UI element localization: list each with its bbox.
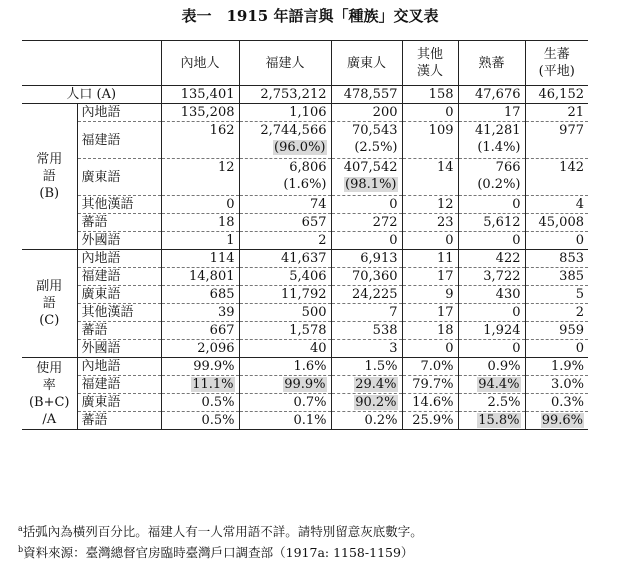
table-cell: 18 [402, 322, 458, 340]
row-label: 福建語 [77, 122, 161, 159]
table-cell: 1 [161, 232, 239, 250]
table-cell: 478,557 [331, 86, 402, 104]
table-cell: 41,637 [239, 250, 331, 268]
highlight-pct: 99.9% [284, 377, 326, 392]
table-row [22, 250, 588, 268]
row-label: 內地語 [77, 104, 161, 122]
table-cell: 1.6% [239, 358, 331, 376]
population-row [22, 86, 588, 104]
col-header-shufan: 熟蕃 [458, 41, 525, 86]
table-cell: 0 [402, 232, 458, 250]
table-cell [331, 394, 402, 412]
table-cell: 6,913 [331, 250, 402, 268]
table-cell: 853 [525, 250, 588, 268]
table-cell: 0 [161, 196, 239, 214]
table-cell: 158 [402, 86, 458, 104]
table-cell: 2,753,212 [239, 86, 331, 104]
table-cell: 2.5% [458, 394, 525, 412]
table-row [22, 196, 588, 214]
table-cell: 21 [525, 104, 588, 122]
table-row [22, 322, 588, 340]
table-cell [239, 376, 331, 394]
table-cell: 0.5% [161, 394, 239, 412]
row-label: 廣東語 [77, 394, 161, 412]
table-row [22, 122, 588, 159]
table-cell: 109 [402, 122, 458, 159]
table-cell: 74 [239, 196, 331, 214]
table-cell: 12 [402, 196, 458, 214]
table-cell: 5 [525, 286, 588, 304]
crosstab-table [22, 40, 588, 430]
table-cell: 5,612 [458, 214, 525, 232]
highlight-pct: 11.1% [192, 377, 234, 392]
table-cell: 17 [402, 268, 458, 286]
table-row [22, 358, 588, 376]
table-cell: 70,360 [331, 268, 402, 286]
table-cell: 11,792 [239, 286, 331, 304]
table-cell: 7 [331, 304, 402, 322]
table-cell [458, 376, 525, 394]
row-label: 其他漢語 [77, 304, 161, 322]
table-cell: 685 [161, 286, 239, 304]
col-header-guangdong: 廣東人 [331, 41, 402, 86]
col-header-shengfan: 生蕃 (平地) [525, 41, 588, 86]
table-cell: 135,401 [161, 86, 239, 104]
footnote-a: $^a$括弧內為橫列百分比。福建人有一人常用語不詳。請特別留意灰底數字。 [18, 523, 423, 539]
table-cell: 0 [458, 232, 525, 250]
table-cell: 41,281 (1.4%) [458, 122, 525, 159]
table-cell: 0.7% [239, 394, 331, 412]
table-cell: 47,676 [458, 86, 525, 104]
table-cell: 2,096 [161, 340, 239, 358]
table-cell: 14 [402, 159, 458, 196]
table-row [22, 376, 588, 394]
col-header-fujian: 福建人 [239, 41, 331, 86]
table-row [22, 214, 588, 232]
group-label-common: 常用 語 (B) [22, 104, 77, 250]
table-cell: 14,801 [161, 268, 239, 286]
table-cell: 12 [161, 159, 239, 196]
table-cell: 17 [402, 304, 458, 322]
table-cell: 959 [525, 322, 588, 340]
table-cell: 24,225 [331, 286, 402, 304]
footnote-b: $^b$資料來源：臺灣總督官房臨時臺灣戶口調查部（1917a: 1158-1159） [18, 544, 414, 560]
highlight-pct: (96.0%) [274, 140, 326, 155]
table-cell [161, 376, 239, 394]
table-cell: 0 [402, 340, 458, 358]
col-header-other-han: 其他 漢人 [402, 41, 458, 86]
table-cell: 46,152 [525, 86, 588, 104]
row-label: 外國語 [77, 340, 161, 358]
table-cell: 14.6% [402, 394, 458, 412]
table-cell: 99.9% [161, 358, 239, 376]
highlight-pct: 15.8% [478, 413, 520, 428]
table-cell: 70,543 (2.5%) [331, 122, 402, 159]
population-label: 人口 (A) [22, 86, 161, 104]
table-cell: 18 [161, 214, 239, 232]
table-cell: 2 [525, 304, 588, 322]
table-cell: 142 [525, 159, 588, 196]
table-cell: 667 [161, 322, 239, 340]
table-cell: 407,542 (98.1%) [331, 159, 402, 196]
table-cell: 430 [458, 286, 525, 304]
table-cell: 3.0% [525, 376, 588, 394]
table-cell: 162 [161, 122, 239, 159]
table-cell: 500 [239, 304, 331, 322]
table-cell: 5,406 [239, 268, 331, 286]
table-cell: 272 [331, 214, 402, 232]
footnotes [18, 521, 423, 563]
table-cell: 0 [525, 232, 588, 250]
table-row [22, 340, 588, 358]
table-cell: 422 [458, 250, 525, 268]
table-cell: 657 [239, 214, 331, 232]
table-cell: 0.2% [331, 412, 402, 430]
row-label: 其他漢語 [77, 196, 161, 214]
table-cell: 0.9% [458, 358, 525, 376]
table-cell: 977 [525, 122, 588, 159]
table-cell: 9 [402, 286, 458, 304]
table-cell: 45,008 [525, 214, 588, 232]
table-cell: 2 [239, 232, 331, 250]
row-label: 福建語 [77, 268, 161, 286]
table-cell: 7.0% [402, 358, 458, 376]
table-cell [458, 412, 525, 430]
table-title: 表一 1915 年語言與「種族」交叉表 [181, 7, 439, 25]
table-cell: 23 [402, 214, 458, 232]
group-label-usage-rate: 使用 率 (B+C) /A [22, 358, 77, 430]
table-row [22, 232, 588, 250]
table-cell: 1.9% [525, 358, 588, 376]
table-cell: 1.5% [331, 358, 402, 376]
table-row [22, 412, 588, 430]
highlight-pct: 94.4% [478, 377, 520, 392]
table-cell: 11 [402, 250, 458, 268]
row-label: 廣東語 [77, 159, 161, 196]
highlight-pct: (98.1%) [345, 177, 397, 192]
row-label: 內地語 [77, 358, 161, 376]
table-cell: 40 [239, 340, 331, 358]
table-cell: 17 [458, 104, 525, 122]
table-cell: 0 [458, 340, 525, 358]
highlight-pct: 29.4% [355, 377, 397, 392]
table-row [22, 304, 588, 322]
group-label-secondary: 副用 語 (C) [22, 250, 77, 358]
table-cell: 3 [331, 340, 402, 358]
table-cell: 114 [161, 250, 239, 268]
table-cell: 2,744,566 (96.0%) [239, 122, 331, 159]
header-corner [22, 41, 161, 86]
table-cell: 0 [331, 196, 402, 214]
table-cell: 766 (0.2%) [458, 159, 525, 196]
table-cell: 79.7% [402, 376, 458, 394]
header-row [22, 41, 588, 86]
table-row [22, 394, 588, 412]
table-cell: 0 [331, 232, 402, 250]
col-header-naichi: 內地人 [161, 41, 239, 86]
row-label: 蕃語 [77, 412, 161, 430]
table-cell: 135,208 [161, 104, 239, 122]
row-label: 內地語 [77, 250, 161, 268]
table-cell: 1,106 [239, 104, 331, 122]
row-label: 蕃語 [77, 214, 161, 232]
table-row [22, 159, 588, 196]
table-cell: 0 [458, 304, 525, 322]
highlight-pct: 99.6% [541, 413, 583, 428]
table-row [22, 104, 588, 122]
table-cell: 0 [402, 104, 458, 122]
table-cell: 385 [525, 268, 588, 286]
table-row [22, 268, 588, 286]
table-cell: 0 [525, 340, 588, 358]
table-cell: 200 [331, 104, 402, 122]
table-cell: 538 [331, 322, 402, 340]
row-label: 蕃語 [77, 322, 161, 340]
table-cell [525, 412, 588, 430]
table-cell: 0 [458, 196, 525, 214]
table-cell: 3,722 [458, 268, 525, 286]
table-cell: 4 [525, 196, 588, 214]
highlight-pct: 90.2% [355, 395, 397, 410]
table-cell: 1,924 [458, 322, 525, 340]
table-cell [331, 376, 402, 394]
row-label: 福建語 [77, 376, 161, 394]
table-cell: 0.1% [239, 412, 331, 430]
table-row [22, 286, 588, 304]
table-cell: 6,806 (1.6%) [239, 159, 331, 196]
row-label: 廣東語 [77, 286, 161, 304]
table-cell: 0.3% [525, 394, 588, 412]
table-cell: 1,578 [239, 322, 331, 340]
table-cell: 39 [161, 304, 239, 322]
table-cell: 25.9% [402, 412, 458, 430]
row-label: 外國語 [77, 232, 161, 250]
table-cell: 0.5% [161, 412, 239, 430]
